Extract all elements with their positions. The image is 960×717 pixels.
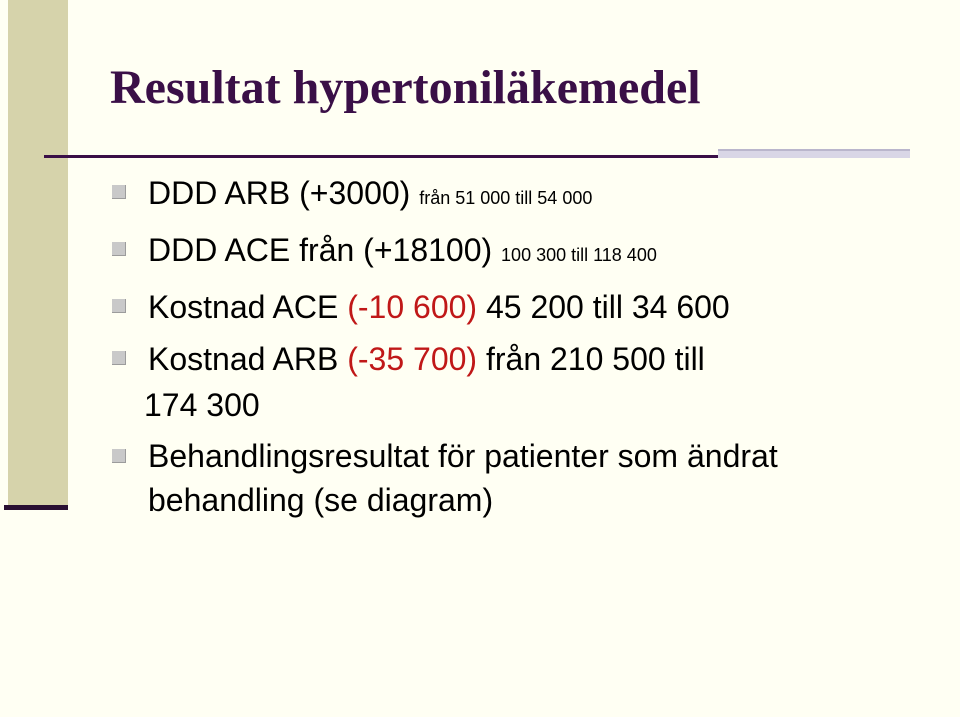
left-accent-rule [4, 505, 68, 510]
bullet-text: Kostnad ARB [148, 341, 348, 377]
bullet-text-suffix: 45 200 till 34 600 [477, 289, 730, 325]
bullet-text: DDD ACE från (+18100) [148, 232, 493, 268]
bullet-detail: från 51 000 till 54 000 [419, 188, 593, 208]
square-bullet-icon [112, 185, 126, 199]
bullet-text: Behandlingsresultat för patienter som ändrat behandling (se diagram) [148, 438, 778, 518]
bullet-ddd-arb [108, 170, 928, 221]
slide-title: Resultat hypertoniläkemedel [110, 61, 701, 114]
left-decorative-band [8, 0, 68, 510]
square-bullet-icon [112, 242, 126, 256]
bullet-text-suffix: från 210 500 till [477, 341, 705, 377]
bullet-behandlingsresultat [108, 434, 928, 522]
bullet-text: Kostnad ACE [148, 289, 348, 325]
bullet-highlight: (-35 700) [347, 341, 478, 377]
bullet-kostnad-ace [108, 284, 928, 330]
bullet-continuation: 174 300 [144, 387, 260, 423]
bullet-ddd-ace [108, 227, 928, 278]
title-underline-accent [718, 149, 910, 158]
square-bullet-icon [112, 351, 126, 365]
bullet-kostnad-arb [108, 336, 928, 428]
bullet-highlight: (-10 600) [347, 289, 478, 325]
square-bullet-icon [112, 449, 126, 463]
bullet-detail: 100 300 till 118 400 [501, 245, 657, 265]
square-bullet-icon [112, 299, 126, 313]
bullet-list [108, 170, 928, 528]
bullet-text: DDD ARB (+3000) [148, 175, 411, 211]
